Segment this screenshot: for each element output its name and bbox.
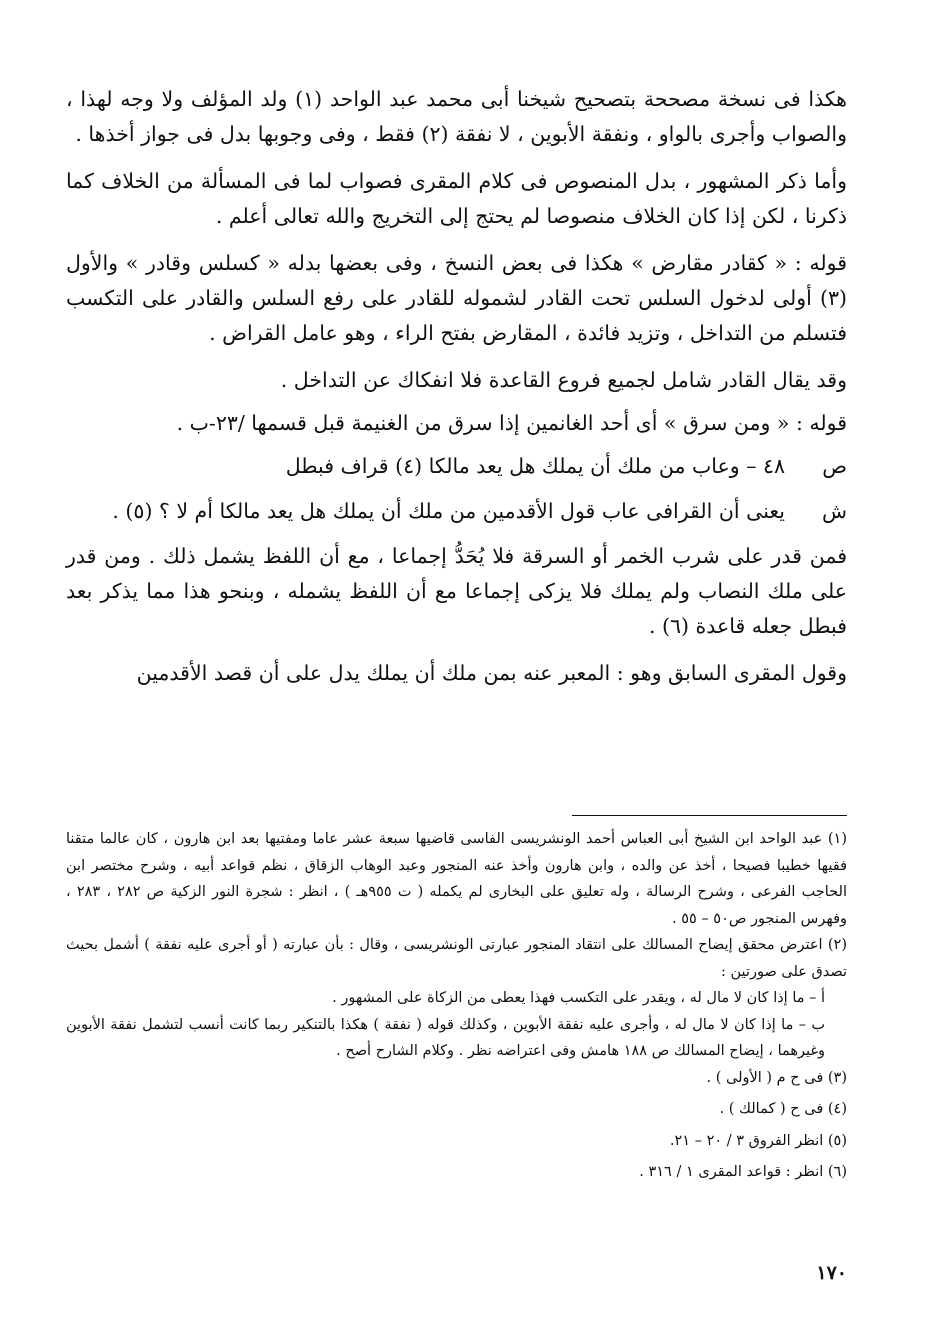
- page-number: ١٧٠: [816, 1262, 847, 1284]
- footnote-separator: [572, 815, 847, 816]
- footnote-2-item-a: أ – ما إذا كان لا مال له ، ويقدر على التكسب فهذا يعطى من الزكاة على المشهور .: [332, 990, 825, 1006]
- paragraph-7: وقول المقرى السابق وهو : المعبر عنه بمن ملك أن يملك يدل على أن قصد الأقدمين: [136, 661, 847, 685]
- footnotes: [66, 826, 847, 1191]
- paragraph-4: وقد يقال القادر شامل لجميع فروع القاعدة فلا انفكاك عن التداخل .: [280, 368, 847, 392]
- verse-marker: ص: [822, 454, 847, 478]
- footnote-2-item-b: ب – ما إذا كان لا مال له ، وأجرى عليه نفقة الأبوين ، وكذلك قوله ( نفقة ) هكذا بالتنكير ربما كانت أنسب لتشمل نفقة الأبوين وغيرهما ، إيضاح المسالك ص ١٨٨ هامش وفى اعتراضه نظر . وكلام الشارح أصح .: [66, 1016, 825, 1059]
- verse-text: ٤٨ – وعاب من ملك أن يملك هل يعد مالكا (٤) قراف فبطل: [285, 454, 785, 478]
- footnote-2: (٢) اعترض محقق إيضاح المسالك على انتقاد المنجور عبارتى الونشريسى ، وقال : بأن عبارته ( أو أجرى عليه نفقة ) أشمل بحيث تصدق على صورتين :: [66, 937, 847, 980]
- commentary-line: [66, 494, 847, 529]
- paragraph-3: قوله : « كقادر مقارض » هكذا فى بعض النسخ ، وفى بعضها بدله « كسلس وقادر » والأول (٣) أولى لدخول السلس تحت القادر لشموله للقادر على رفع السلس والقادر على التكسب فتسلم من التداخل ، وتزيد فائدة ، المقارض بفتح الراء ، وهو عامل القراض .: [66, 251, 847, 345]
- paragraph-2: وأما ذكر المشهور ، بدل المنصوص فى كلام المقرى فصواب لما فى المسألة من الخلاف كما ذكرنا ، لكن إذا كان الخلاف منصوصا لم يحتج إلى التخريج والله تعالى أعلم .: [66, 169, 847, 228]
- paragraph-6: فمن قدر على شرب الخمر أو السرقة فلا يُحَدُّ إجماعا ، مع أن اللفظ يشمل ذلك . ومن قدر على ملك النصاب ولم يملك فلا يزكى إجماعا مع أن اللفظ يشمله ، وبنحو هذا مما يذكر بعد فبطل جعله قاعدة (٦) .: [66, 544, 847, 638]
- commentary-marker: ش: [821, 499, 847, 523]
- footnote-1: (١) عبد الواحد ابن الشيخ أبى العباس أحمد الونشريسى الفاسى قاضيها سبعة عشر عاما ومفتيها بعد ابن هارون ، كان عالما متقنا فقيها خطيبا فصيحا ، أخذ عن والده ، وابن هارون وأخذ عنه المنجور وعبد الوهاب الزقاق ، نظم قواعد أبيه ، وشرح مختصر ابن الحاجب الفرعى ، وشرح الرسالة ، وله تعليق على البخارى لم يكمله ( ت ٩٥٥هـ ) ، انظر : شجرة النور الزكية ص ٢٨٢ ، ٢٨٣ ، وفهرس المنجور ص٥٠ – ٥٥ .: [66, 831, 847, 927]
- paragraph-1: هكذا فى نسخة مصححة بتصحيح شيخنا أبى محمد عبد الواحد (١) ولد المؤلف ولا وجه لهذا ، والصواب وأجرى بالواو ، ونفقة الأبوين ، لا نفقة (٢) فقط ، وفى وجوبها بدل فى جواز أخذها .: [66, 87, 847, 146]
- footnote-5: (٥) انظر الفروق ٣ / ٢٠ – ٢١.: [669, 1132, 847, 1149]
- commentary-text: يعنى أن القرافى عاب قول الأقدمين من ملك أن يملك هل يعد مالكا أم لا ؟ (٥) .: [112, 499, 785, 523]
- footnote-3: (٣) فى ح م ( الأولى ) .: [706, 1069, 847, 1086]
- paragraph-5: قوله : « ومن سرق » أى أحد الغانمين إذا سرق من الغنيمة قبل قسمها /٢٣-ب .: [176, 411, 847, 435]
- footnote-6: (٦) انظر : قواعد المقرى ١ / ٣١٦ .: [639, 1164, 847, 1180]
- footnote-4: (٤) فى ح ( كمالك ) .: [719, 1101, 847, 1117]
- main-text: [66, 82, 847, 703]
- verse-line: [66, 449, 847, 484]
